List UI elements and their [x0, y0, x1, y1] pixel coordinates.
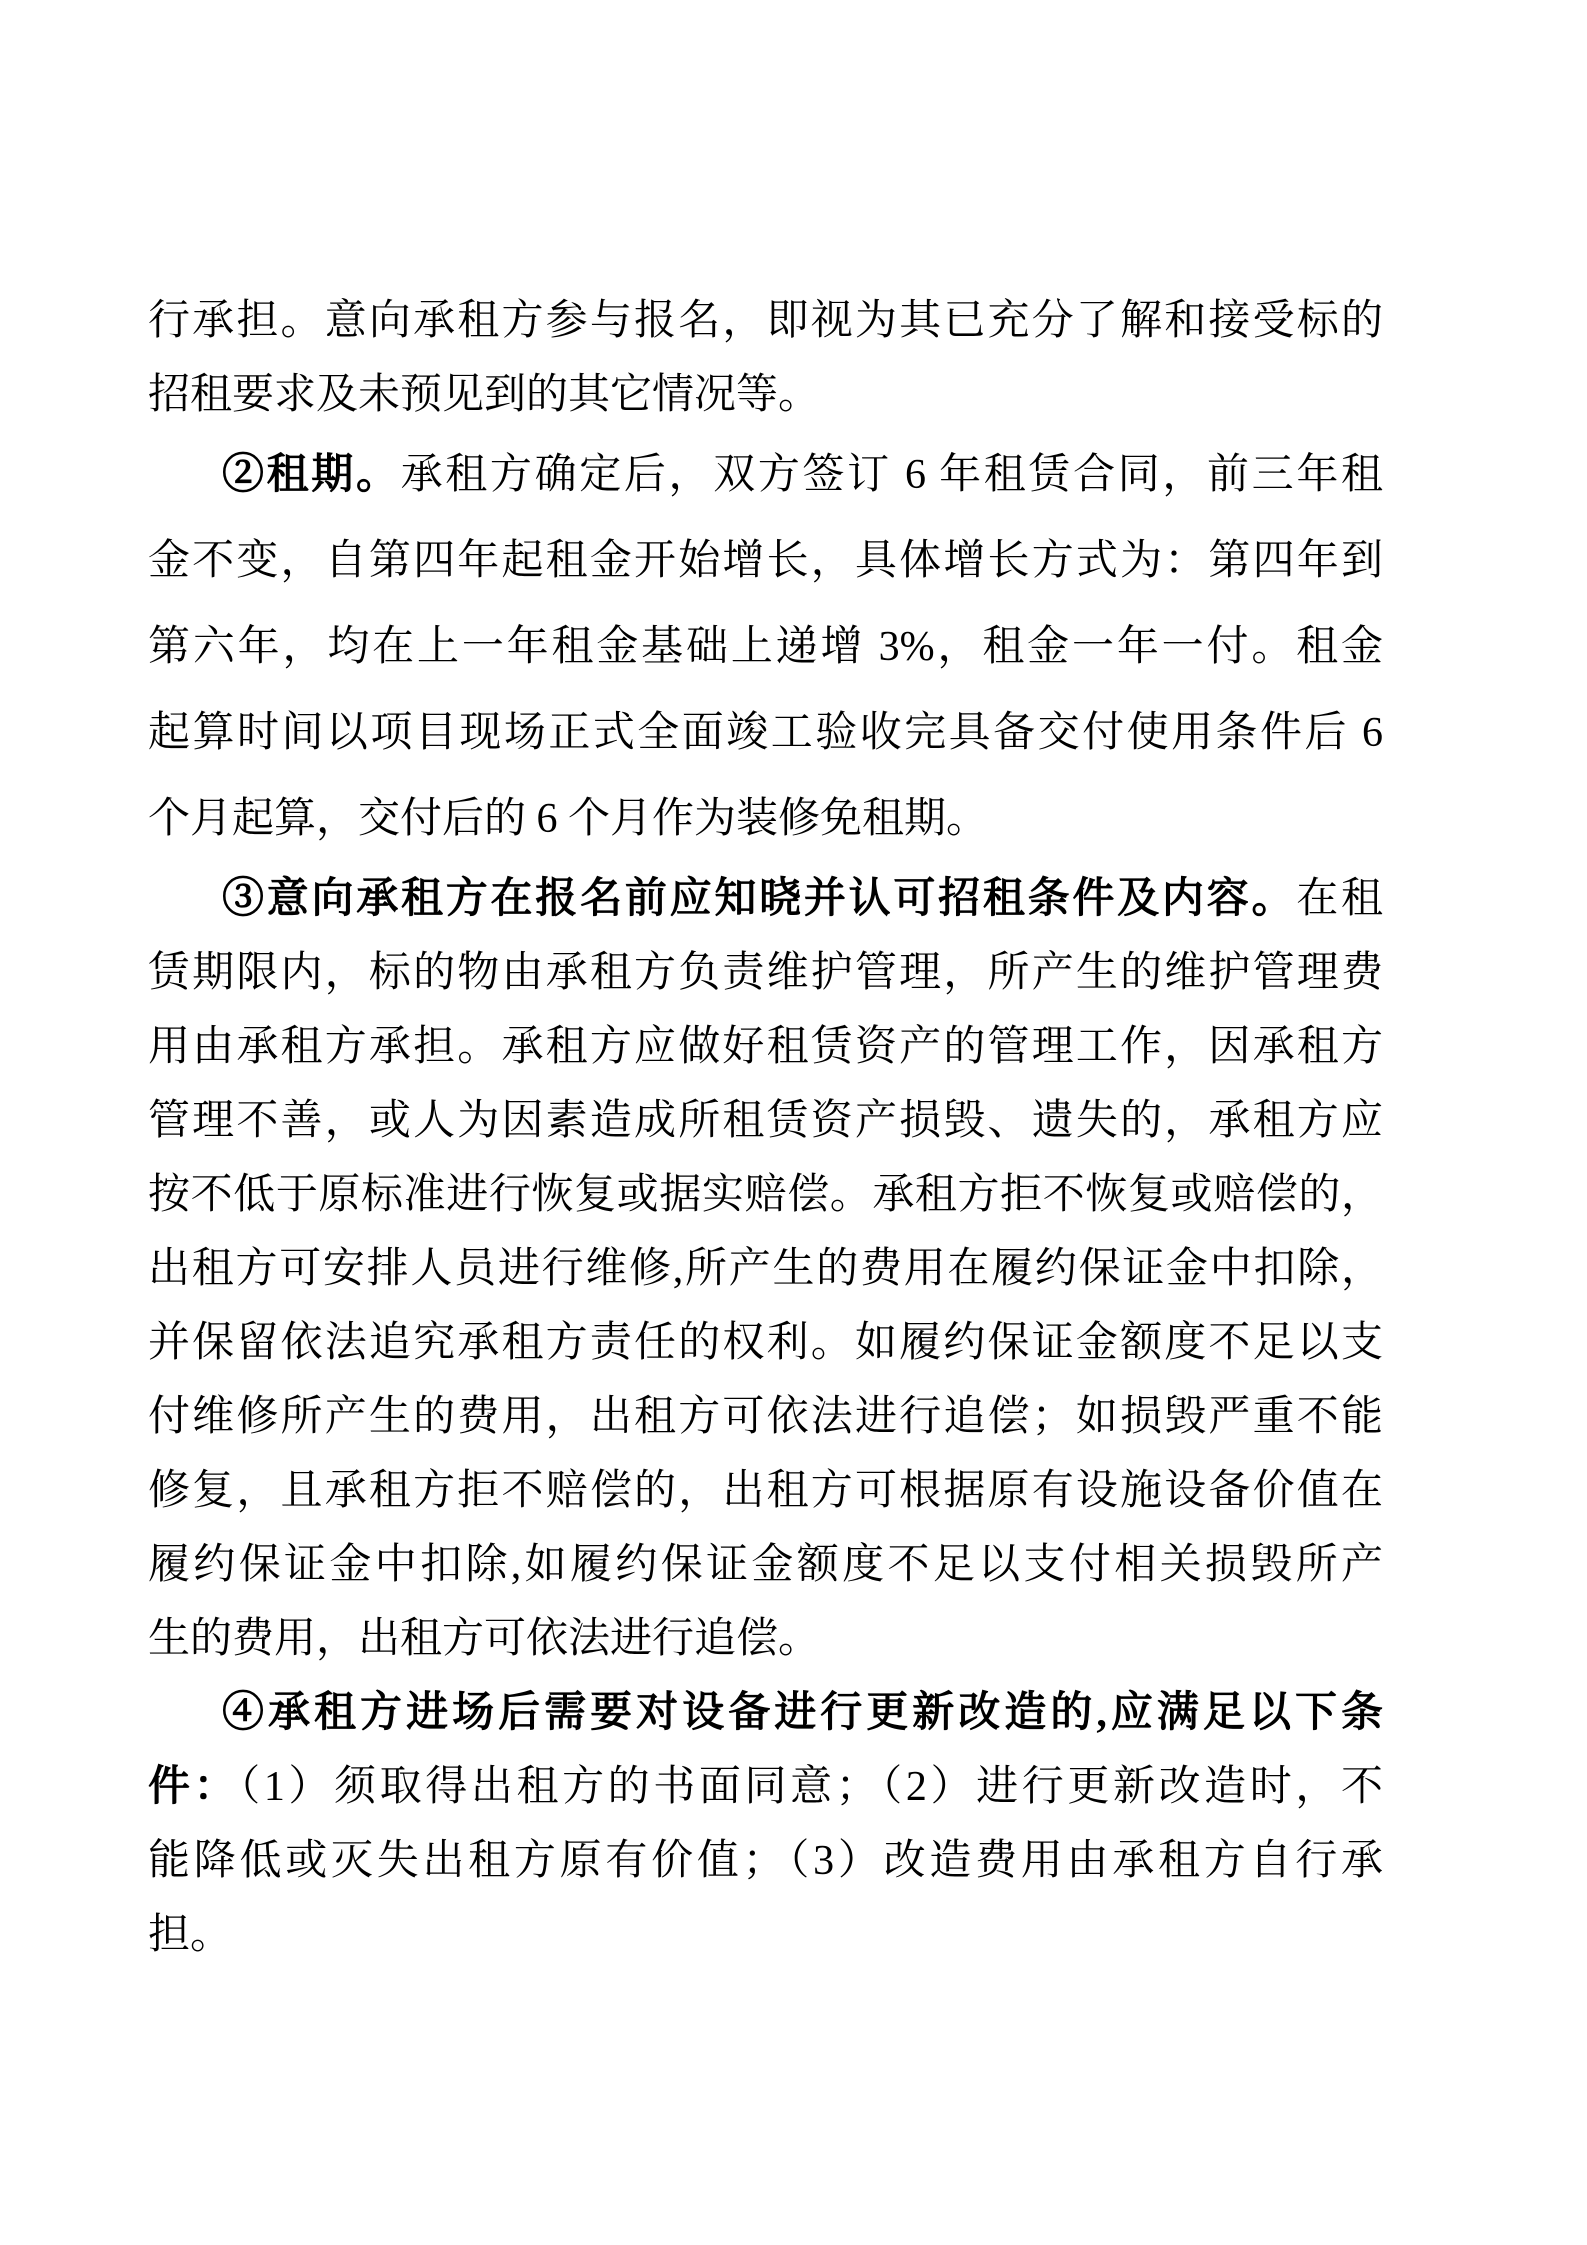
- text-segment: 个月起算，交付后的 6 个月作为装修免租期。: [148, 796, 989, 842]
- document-line: [148, 690, 1383, 776]
- bold-text-segment: ③意向承租方在报名前应知晓并认可招租条件及内容。: [222, 876, 1297, 922]
- document-line: [148, 284, 1383, 358]
- text-segment: 出租方可安排人员进行维修,所产生的费用在履约保证金中扣除，: [148, 1246, 1383, 1292]
- document-line: [148, 862, 1383, 936]
- document-line: [148, 1306, 1383, 1380]
- text-segment: 赁期限内，标的物由承租方负责维护管理，所产生的维护管理费: [148, 950, 1383, 996]
- text-segment: 承租方确定后，双方签订 6 年租赁合同，前三年租: [400, 452, 1383, 498]
- text-segment: 履约保证金中扣除,如履约保证金额度不足以支付相关损毁所产: [148, 1542, 1383, 1588]
- document-line: [148, 1454, 1383, 1528]
- text-segment: （1）须取得出租方的书面同意；（2）进行更新改造时，不: [239, 1764, 1383, 1810]
- document-line: [148, 1750, 1383, 1824]
- document-line: [148, 432, 1383, 518]
- paragraph: [148, 284, 1383, 432]
- document-line: [148, 1158, 1383, 1232]
- text-segment: 按不低于原标准进行恢复或据实赔偿。承租方拒不恢复或赔偿的，: [148, 1172, 1383, 1218]
- bold-text-segment: ④承租方进场后需要对设备进行更新改造的,应满足以下条: [222, 1690, 1383, 1736]
- document-line: [148, 1380, 1383, 1454]
- document-line: [148, 358, 1383, 432]
- text-segment: 行承担。意向承租方参与报名，即视为其已充分了解和接受标的: [148, 298, 1383, 344]
- text-segment: 起算时间以项目现场正式全面竣工验收完具备交付使用条件后 6: [148, 710, 1383, 756]
- text-segment: 并保留依法追究承租方责任的权利。如履约保证金额度不足以支: [148, 1320, 1383, 1366]
- text-segment: 付维修所产生的费用，出租方可依法进行追偿；如损毁严重不能: [148, 1394, 1383, 1440]
- document-line: [148, 1084, 1383, 1158]
- document-line: [148, 936, 1383, 1010]
- text-segment: 能降低或灭失出租方原有价值；（3）改造费用由承租方自行承: [148, 1838, 1383, 1884]
- text-segment: 担。: [148, 1912, 233, 1958]
- document-text-block: [148, 284, 1383, 1972]
- text-segment: 管理不善，或人为因素造成所租赁资产损毁、遗失的，承租方应: [148, 1098, 1383, 1144]
- document-line: [148, 1010, 1383, 1084]
- document-line: [148, 1898, 1383, 1972]
- text-segment: 修复，且承租方拒不赔偿的，出租方可根据原有设施设备价值在: [148, 1468, 1383, 1514]
- document-line: [148, 1824, 1383, 1898]
- document-line: [148, 604, 1383, 690]
- document-line: [148, 1602, 1383, 1676]
- document-line: [148, 1528, 1383, 1602]
- text-segment: 第六年，均在上一年租金基础上递增 3%，租金一年一付。租金: [148, 624, 1383, 670]
- paragraph: [148, 432, 1383, 862]
- bold-text-segment: 件：: [148, 1764, 240, 1810]
- paragraph: [148, 862, 1383, 1676]
- document-line: [148, 1676, 1383, 1750]
- text-segment: 用由承租方承担。承租方应做好租赁资产的管理工作，因承租方: [148, 1024, 1383, 1070]
- text-segment: 在租: [1296, 876, 1383, 922]
- document-line: [148, 1232, 1383, 1306]
- text-segment: 金不变，自第四年起租金开始增长，具体增长方式为：第四年到: [148, 538, 1383, 584]
- bold-text-segment: ②租期。: [222, 452, 401, 498]
- text-segment: 招租要求及未预见到的其它情况等。: [148, 372, 821, 418]
- text-segment: 生的费用，出租方可依法进行追偿。: [148, 1616, 821, 1662]
- paragraph: [148, 1676, 1383, 1972]
- document-line: [148, 518, 1383, 604]
- document-line: [148, 776, 1383, 862]
